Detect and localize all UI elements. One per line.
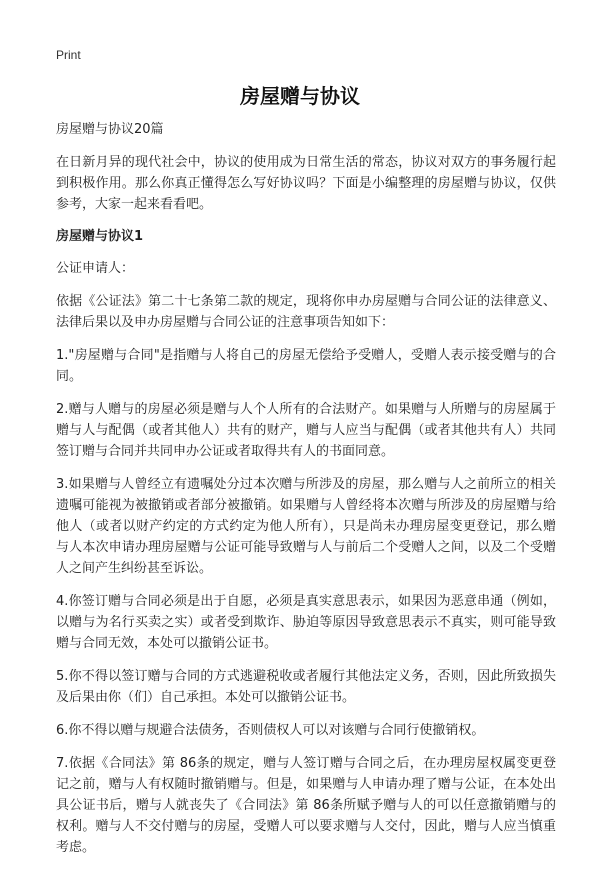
section-heading: 房屋赠与协议1 [56, 229, 144, 244]
paragraph-item-3: 3.如果赠与人曾经立有遗嘱处分过本次赠与所涉及的房屋，那么赠与人之前所立的相关遗嘱可能视为被撤销或者部分被撤销。如果赠与人曾经将本次赠与所涉及的房屋赠与给他人（或者以财产约定的方式约定为他人所有），只是尚未办理房屋变更登记，那么赠与人本次申请办理房屋赠与公证可能导致赠与人与前后二个受赠人之间，以及二个受赠人之间产生纠纷甚至诉讼。 [56, 477, 556, 576]
paragraph-notice: 依据《公证法》第二十七条第二款的规定，现将你申办房屋赠与合同公证的法律意义、法律后果以及申办房屋赠与合同公证的注意事项告知如下： [56, 294, 556, 330]
document-title: 房屋赠与协议 [240, 84, 360, 108]
document-body [56, 120, 556, 870]
paragraph-item-1: 1."房屋赠与合同"是指赠与人将自己的房屋无偿给予受赠人，受赠人表示接受赠与的合同。 [56, 348, 556, 384]
paragraph-applicant: 公证申请人： [56, 261, 135, 276]
print-link[interactable]: Print [56, 48, 81, 62]
paragraph-item-6: 6.你不得以赠与规避合法债务，否则债权人可以对该赠与合同行使撤销权。 [56, 723, 485, 738]
document-subtitle: 房屋赠与协议20篇 [56, 122, 164, 137]
paragraph-item-2: 2.赠与人赠与的房屋必须是赠与人个人所有的合法财产。如果赠与人所赠与的房屋属于赠与人与配偶（或者其他人）共有的财产，赠与人应当与配偶（或者其他共有人）共同签订赠与合同并共同申办公证或者取得共有人的书面同意。 [56, 402, 556, 459]
paragraph-item-5: 5.你不得以签订赠与合同的方式逃避税收或者履行其他法定义务，否则，因此所致损失及后果由你（们）自己承担。本处可以撤销公证书。 [56, 669, 556, 705]
paragraph-item-7: 7.依据《合同法》第 86条的规定，赠与人签订赠与合同之后，在办理房屋权属变更登记之前，赠与人有权随时撤销赠与。但是，如果赠与人申请办理了赠与公证，在本处出具公证书后，赠与人就丧失了《合同法》第 86条所赋予赠与人的可以任意撤销赠与的权利。赠与人不交付赠与的房屋，受赠人可以要求赠与人交付，因此，赠与人应当慎重考虑。 [56, 756, 556, 855]
intro-paragraph: 在日新月异的现代社会中，协议的使用成为日常生活的常态，协议对双方的事务履行起到积极作用。那么你真正懂得怎么写好协议吗？下面是小编整理的房屋赠与协议，仅供参考，大家一起来看看吧。 [56, 155, 556, 212]
paragraph-item-4: 4.你签订赠与合同必须是出于自愿，必须是真实意思表示，如果因为恶意串通（例如，以赠与为名行买卖之实）或者受到欺诈、胁迫等原因导致意思表示不真实，则可能导致赠与合同无效，本处可以撤销公证书。 [56, 594, 556, 651]
